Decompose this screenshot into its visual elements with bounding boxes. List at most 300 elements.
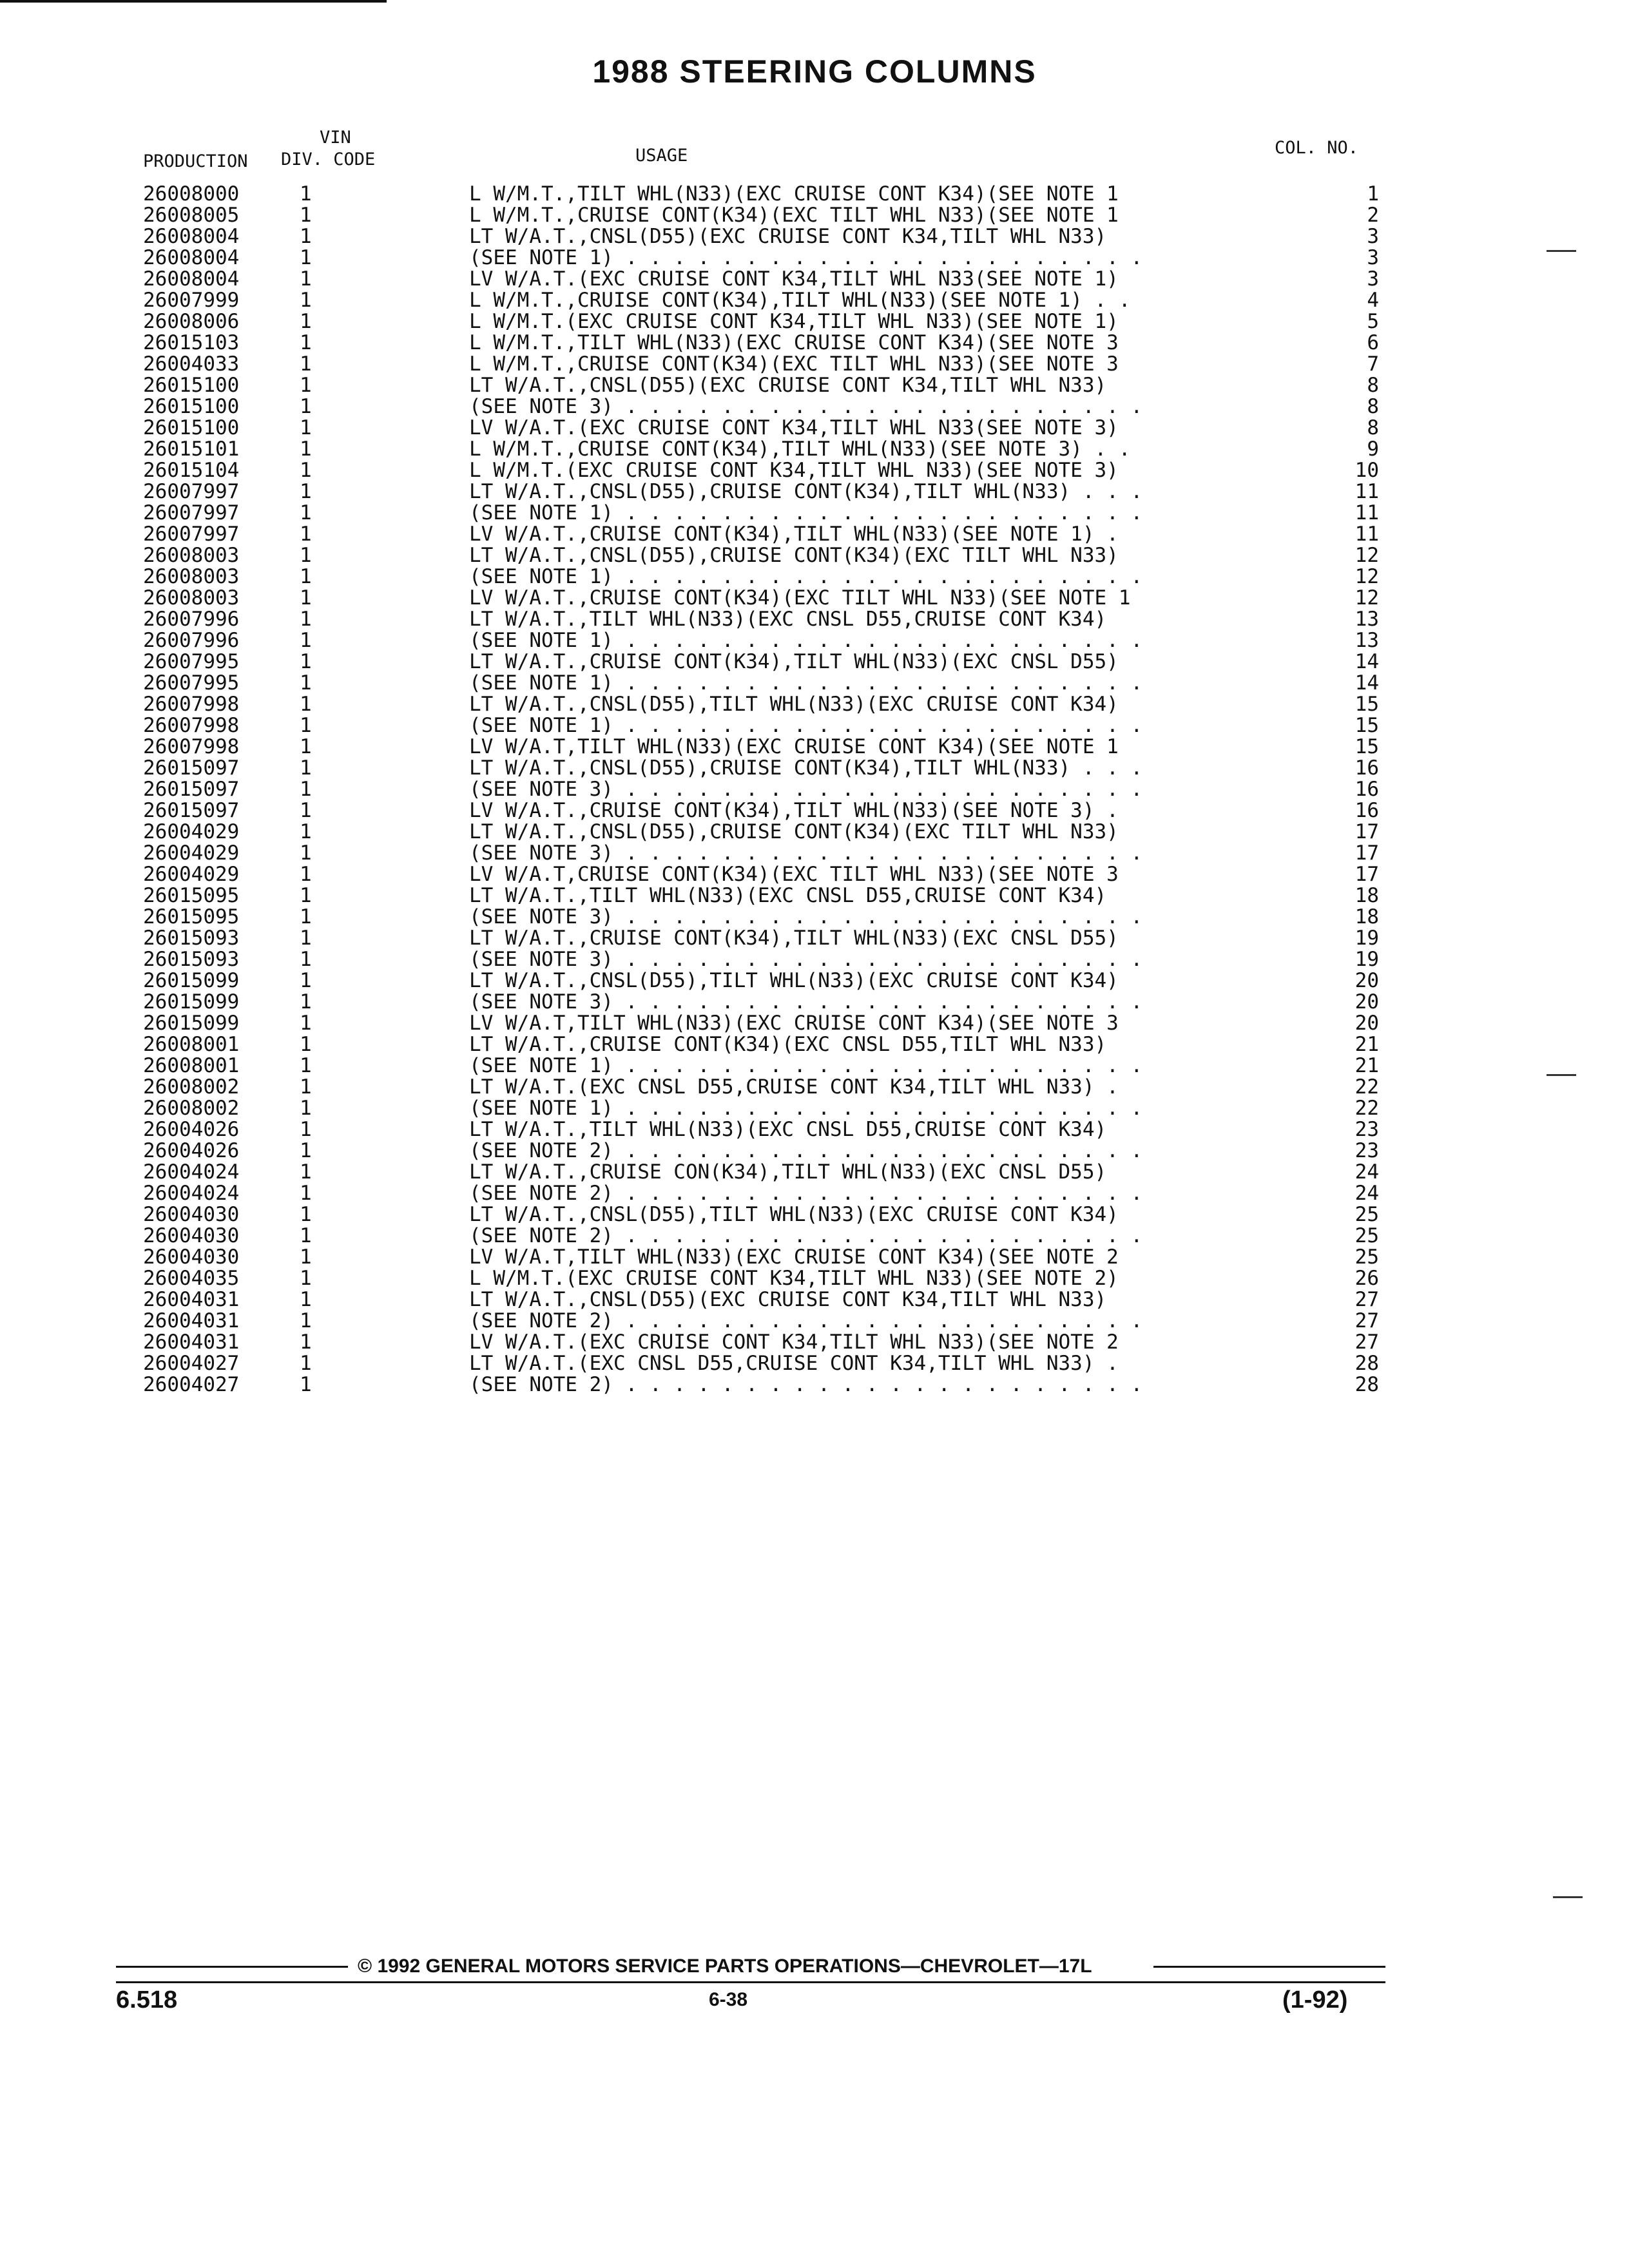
- vin-cell: 1: [300, 608, 312, 631]
- col-no-cell: 16: [1354, 799, 1379, 822]
- usage-cell: (SEE NOTE 2) . . . . . . . . . . . . . . . . . . . . . .: [469, 1139, 1143, 1162]
- col-no-cell: 9: [1367, 437, 1379, 461]
- usage-cell: LV W/A.T,TILT WHL(N33)(EXC CRUISE CONT K34)(SEE NOTE 2: [469, 1245, 1119, 1269]
- usage-cell: (SEE NOTE 1) . . . . . . . . . . . . . . . . . . . . . .: [469, 714, 1143, 737]
- vin-cell: 1: [300, 1267, 312, 1290]
- col-no-cell: 27: [1354, 1309, 1379, 1332]
- vin-cell: 1: [300, 905, 312, 928]
- col-no-cell: 16: [1354, 756, 1379, 780]
- usage-cell: LV W/A.T.,CRUISE CONT(K34),TILT WHL(N33)(SEE NOTE 1) .: [469, 523, 1119, 546]
- usage-cell: (SEE NOTE 2) . . . . . . . . . . . . . . . . . . . . . .: [469, 1182, 1143, 1205]
- table-row: [0, 269, 1629, 290]
- usage-cell: (SEE NOTE 1) . . . . . . . . . . . . . . . . . . . . . .: [469, 1054, 1143, 1077]
- vin-cell: 1: [300, 374, 312, 397]
- vin-cell: 1: [300, 756, 312, 780]
- usage-cell: L W/M.T.,CRUISE CONT(K34),TILT WHL(N33)(SEE NOTE 1) . .: [469, 289, 1131, 312]
- production-cell: 26008002: [143, 1075, 240, 1099]
- col-no-cell: 10: [1354, 459, 1379, 482]
- table-row: [0, 332, 1629, 354]
- production-cell: 26007996: [143, 629, 240, 652]
- vin-cell: 1: [300, 1182, 312, 1205]
- footer-page-code: 6.518: [116, 1986, 178, 2013]
- usage-cell: LT W/A.T.,CNSL(D55)(EXC CRUISE CONT K34,TILT WHL N33): [469, 1288, 1107, 1311]
- footer-page-number: 6-38: [709, 1989, 748, 2010]
- usage-cell: LT W/A.T.,CNSL(D55),TILT WHL(N33)(EXC CRUISE CONT K34): [469, 1203, 1119, 1226]
- usage-cell: (SEE NOTE 2) . . . . . . . . . . . . . . . . . . . . . .: [469, 1224, 1143, 1247]
- production-cell: 26004029: [143, 820, 240, 843]
- vin-cell: 1: [300, 629, 312, 652]
- usage-cell: (SEE NOTE 3) . . . . . . . . . . . . . . . . . . . . . .: [469, 905, 1143, 928]
- col-no-cell: 3: [1367, 246, 1379, 269]
- production-cell: 26004031: [143, 1309, 240, 1332]
- table-row: [0, 1098, 1629, 1119]
- table-row: [0, 1225, 1629, 1247]
- vin-cell: 1: [300, 523, 312, 546]
- production-cell: 26004033: [143, 352, 240, 376]
- production-cell: 26004030: [143, 1245, 240, 1269]
- usage-cell: (SEE NOTE 1) . . . . . . . . . . . . . . . . . . . . . .: [469, 565, 1143, 588]
- production-cell: 26007997: [143, 523, 240, 546]
- table-row: [0, 588, 1629, 609]
- header-div-code: DIV. CODE: [281, 149, 376, 169]
- page-title: 1988 STEERING COLUMNS: [592, 53, 1037, 90]
- production-cell: 26015099: [143, 969, 240, 992]
- vin-cell: 1: [300, 1331, 312, 1354]
- col-no-cell: 12: [1354, 544, 1379, 567]
- margin-mark: [1547, 1074, 1576, 1076]
- table-row: [0, 1204, 1629, 1225]
- col-no-cell: 23: [1354, 1118, 1379, 1141]
- table-row: [0, 184, 1629, 205]
- vin-cell: 1: [300, 969, 312, 992]
- table-row: [0, 247, 1629, 269]
- usage-cell: LT W/A.T.,CNSL(D55)(EXC CRUISE CONT K34,TILT WHL N33): [469, 225, 1107, 248]
- vin-cell: 1: [300, 820, 312, 843]
- production-cell: 26015100: [143, 395, 240, 418]
- production-cell: 26015097: [143, 778, 240, 801]
- header-col-no: COL. NO.: [1275, 138, 1359, 158]
- table-row: [0, 609, 1629, 630]
- production-cell: 26015101: [143, 437, 240, 461]
- vin-cell: 1: [300, 544, 312, 567]
- col-no-cell: 15: [1354, 714, 1379, 737]
- table-row: [0, 566, 1629, 588]
- top-rule: [0, 0, 387, 3]
- table-row: [0, 928, 1629, 949]
- col-no-cell: 14: [1354, 671, 1379, 695]
- table-row: [0, 439, 1629, 460]
- usage-cell: LT W/A.T.,TILT WHL(N33)(EXC CNSL D55,CRUISE CONT K34): [469, 884, 1107, 907]
- table-row: [0, 651, 1629, 673]
- table-row: [0, 375, 1629, 396]
- production-cell: 26004026: [143, 1139, 240, 1162]
- vin-cell: 1: [300, 1203, 312, 1226]
- production-cell: 26008000: [143, 182, 240, 206]
- usage-cell: LT W/A.T.,CNSL(D55),CRUISE CONT(K34),TILT WHL(N33) . . .: [469, 756, 1143, 780]
- usage-cell: (SEE NOTE 1) . . . . . . . . . . . . . . . . . . . . . .: [469, 1097, 1143, 1120]
- production-cell: 26004024: [143, 1182, 240, 1205]
- usage-cell: L W/M.T.,CRUISE CONT(K34)(EXC TILT WHL N33)(SEE NOTE 1: [469, 204, 1119, 227]
- col-no-cell: 27: [1354, 1288, 1379, 1311]
- production-cell: 26015097: [143, 756, 240, 780]
- vin-cell: 1: [300, 352, 312, 376]
- vin-cell: 1: [300, 1033, 312, 1056]
- vin-cell: 1: [300, 714, 312, 737]
- usage-cell: (SEE NOTE 1) . . . . . . . . . . . . . . . . . . . . . .: [469, 671, 1143, 695]
- col-no-cell: 15: [1354, 693, 1379, 716]
- production-cell: 26015100: [143, 374, 240, 397]
- col-no-cell: 21: [1354, 1054, 1379, 1077]
- vin-cell: 1: [300, 204, 312, 227]
- usage-cell: LV W/A.T,CRUISE CONT(K34)(EXC TILT WHL N33)(SEE NOTE 3: [469, 863, 1119, 886]
- vin-cell: 1: [300, 459, 312, 482]
- table-row: [0, 1374, 1629, 1396]
- vin-cell: 1: [300, 565, 312, 588]
- vin-cell: 1: [300, 948, 312, 971]
- col-no-cell: 19: [1354, 927, 1379, 950]
- usage-cell: LV W/A.T.(EXC CRUISE CONT K34,TILT WHL N33(SEE NOTE 3): [469, 416, 1119, 439]
- table-row: [0, 1183, 1629, 1204]
- table-row: [0, 1247, 1629, 1268]
- usage-cell: LT W/A.T.,CNSL(D55),CRUISE CONT(K34)(EXC TILT WHL N33): [469, 544, 1119, 567]
- vin-cell: 1: [300, 1352, 312, 1375]
- usage-cell: L W/M.T.(EXC CRUISE CONT K34,TILT WHL N33)(SEE NOTE 1): [469, 310, 1119, 333]
- production-cell: 26015093: [143, 948, 240, 971]
- table-row: [0, 800, 1629, 822]
- col-no-cell: 8: [1367, 374, 1379, 397]
- table-row: [0, 992, 1629, 1013]
- production-cell: 26004030: [143, 1224, 240, 1247]
- col-no-cell: 13: [1354, 629, 1379, 652]
- vin-cell: 1: [300, 1373, 312, 1396]
- vin-cell: 1: [300, 586, 312, 610]
- table-row: [0, 822, 1629, 843]
- col-no-cell: 12: [1354, 565, 1379, 588]
- production-cell: 26007998: [143, 693, 240, 716]
- col-no-cell: 11: [1354, 501, 1379, 524]
- col-no-cell: 17: [1354, 820, 1379, 843]
- usage-cell: (SEE NOTE 3) . . . . . . . . . . . . . . . . . . . . . .: [469, 395, 1143, 418]
- table-row: [0, 779, 1629, 800]
- usage-cell: LT W/A.T.,TILT WHL(N33)(EXC CNSL D55,CRUISE CONT K34): [469, 1118, 1107, 1141]
- usage-cell: LT W/A.T.,CRUISE CON(K34),TILT WHL(N33)(EXC CNSL D55): [469, 1160, 1107, 1184]
- vin-cell: 1: [300, 778, 312, 801]
- usage-cell: (SEE NOTE 3) . . . . . . . . . . . . . . . . . . . . . .: [469, 948, 1143, 971]
- col-no-cell: 23: [1354, 1139, 1379, 1162]
- col-no-cell: 6: [1367, 331, 1379, 354]
- table-row: [0, 311, 1629, 332]
- col-no-cell: 28: [1354, 1352, 1379, 1375]
- table-row: [0, 1311, 1629, 1332]
- vin-cell: 1: [300, 1245, 312, 1269]
- table-row: [0, 694, 1629, 715]
- vin-cell: 1: [300, 1160, 312, 1184]
- vin-cell: 1: [300, 1139, 312, 1162]
- col-no-cell: 21: [1354, 1033, 1379, 1056]
- col-no-cell: 17: [1354, 841, 1379, 865]
- usage-cell: LT W/A.T.,CRUISE CONT(K34),TILT WHL(N33)(EXC CNSL D55): [469, 650, 1119, 673]
- col-no-cell: 1: [1367, 182, 1379, 206]
- table-row: [0, 907, 1629, 928]
- production-cell: 26008001: [143, 1033, 240, 1056]
- vin-cell: 1: [300, 225, 312, 248]
- production-cell: 26007997: [143, 501, 240, 524]
- production-cell: 26015097: [143, 799, 240, 822]
- col-no-cell: 14: [1354, 650, 1379, 673]
- vin-cell: 1: [300, 841, 312, 865]
- table-row: [0, 1332, 1629, 1353]
- production-cell: 26008004: [143, 267, 240, 291]
- production-cell: 26008006: [143, 310, 240, 333]
- usage-cell: LT W/A.T.,CNSL(D55)(EXC CRUISE CONT K34,TILT WHL N33): [469, 374, 1107, 397]
- vin-cell: 1: [300, 437, 312, 461]
- usage-cell: LT W/A.T.,CRUISE CONT(K34)(EXC CNSL D55,TILT WHL N33): [469, 1033, 1107, 1056]
- usage-cell: LV W/A.T.,CRUISE CONT(K34),TILT WHL(N33)(SEE NOTE 3) .: [469, 799, 1119, 822]
- vin-cell: 1: [300, 501, 312, 524]
- table-row: [0, 736, 1629, 758]
- vin-cell: 1: [300, 246, 312, 269]
- table-row: [0, 354, 1629, 375]
- vin-cell: 1: [300, 331, 312, 354]
- col-no-cell: 22: [1354, 1097, 1379, 1120]
- production-cell: 26008004: [143, 225, 240, 248]
- production-cell: 26004027: [143, 1373, 240, 1396]
- col-no-cell: 8: [1367, 416, 1379, 439]
- production-cell: 26008005: [143, 204, 240, 227]
- table-row: [0, 1034, 1629, 1055]
- footer-date-code: (1-92): [1282, 1986, 1348, 2013]
- production-cell: 26015099: [143, 1012, 240, 1035]
- col-no-cell: 25: [1354, 1224, 1379, 1247]
- production-cell: 26007995: [143, 650, 240, 673]
- vin-cell: 1: [300, 182, 312, 206]
- usage-cell: (SEE NOTE 3) . . . . . . . . . . . . . . . . . . . . . .: [469, 990, 1143, 1014]
- vin-cell: 1: [300, 650, 312, 673]
- usage-cell: LT W/A.T.,CNSL(D55),CRUISE CONT(K34)(EXC TILT WHL N33): [469, 820, 1119, 843]
- vin-cell: 1: [300, 267, 312, 291]
- usage-cell: LV W/A.T,TILT WHL(N33)(EXC CRUISE CONT K34)(SEE NOTE 3: [469, 1012, 1119, 1035]
- usage-cell: L W/M.T.,TILT WHL(N33)(EXC CRUISE CONT K34)(SEE NOTE 1: [469, 182, 1119, 206]
- production-cell: 26004024: [143, 1160, 240, 1184]
- table-row: [0, 1013, 1629, 1034]
- footer-copyright: © 1992 GENERAL MOTORS SERVICE PARTS OPERATIONS—CHEVROLET—17L: [358, 1956, 1092, 1977]
- production-cell: 26004029: [143, 863, 240, 886]
- footer-rule-left: [116, 1966, 348, 1968]
- table-row: [0, 524, 1629, 545]
- table-row: [0, 1289, 1629, 1311]
- table-row: [0, 949, 1629, 970]
- col-no-cell: 18: [1354, 884, 1379, 907]
- usage-cell: (SEE NOTE 1) . . . . . . . . . . . . . . . . . . . . . .: [469, 246, 1143, 269]
- table-row: [0, 970, 1629, 992]
- production-cell: 26007998: [143, 735, 240, 758]
- usage-cell: (SEE NOTE 2) . . . . . . . . . . . . . . . . . . . . . .: [469, 1309, 1143, 1332]
- page-footer: [0, 1956, 1629, 2046]
- col-no-cell: 18: [1354, 905, 1379, 928]
- table-row: [0, 226, 1629, 247]
- production-cell: 26007995: [143, 671, 240, 695]
- production-cell: 26004030: [143, 1203, 240, 1226]
- production-cell: 26008003: [143, 565, 240, 588]
- col-no-cell: 24: [1354, 1160, 1379, 1184]
- col-no-cell: 20: [1354, 969, 1379, 992]
- table-row: [0, 460, 1629, 481]
- table-row: [0, 885, 1629, 907]
- usage-cell: L W/M.T.,CRUISE CONT(K34),TILT WHL(N33)(SEE NOTE 3) . .: [469, 437, 1131, 461]
- col-no-cell: 11: [1354, 480, 1379, 503]
- production-cell: 26004035: [143, 1267, 240, 1290]
- production-cell: 26008002: [143, 1097, 240, 1120]
- vin-cell: 1: [300, 416, 312, 439]
- table-row: [0, 1140, 1629, 1162]
- table-row: [0, 545, 1629, 566]
- table-row: [0, 715, 1629, 736]
- col-no-cell: 12: [1354, 586, 1379, 610]
- col-no-cell: 28: [1354, 1373, 1379, 1396]
- col-no-cell: 20: [1354, 1012, 1379, 1035]
- col-no-cell: 26: [1354, 1267, 1379, 1290]
- col-no-cell: 20: [1354, 990, 1379, 1014]
- production-cell: 26015095: [143, 905, 240, 928]
- vin-cell: 1: [300, 1309, 312, 1332]
- production-cell: 26007999: [143, 289, 240, 312]
- usage-cell: LV W/A.T.(EXC CRUISE CONT K34,TILT WHL N33)(SEE NOTE 2: [469, 1331, 1119, 1354]
- col-no-cell: 25: [1354, 1203, 1379, 1226]
- col-no-cell: 27: [1354, 1331, 1379, 1354]
- vin-cell: 1: [300, 1118, 312, 1141]
- margin-mark: [1547, 250, 1576, 252]
- vin-cell: 1: [300, 735, 312, 758]
- production-cell: 26004031: [143, 1331, 240, 1354]
- vin-cell: 1: [300, 990, 312, 1014]
- vin-cell: 1: [300, 1054, 312, 1077]
- table-row: [0, 1119, 1629, 1140]
- table-row: [0, 396, 1629, 418]
- footer-rule-bottom: [116, 1981, 1385, 1983]
- production-cell: 26004031: [143, 1288, 240, 1311]
- vin-cell: 1: [300, 310, 312, 333]
- col-no-cell: 2: [1367, 204, 1379, 227]
- table-row: [0, 290, 1629, 311]
- usage-cell: LV W/A.T,TILT WHL(N33)(EXC CRUISE CONT K34)(SEE NOTE 1: [469, 735, 1119, 758]
- vin-cell: 1: [300, 395, 312, 418]
- table-row: [0, 1162, 1629, 1183]
- header-usage: USAGE: [635, 146, 688, 166]
- table-row: [0, 630, 1629, 651]
- production-cell: 26007996: [143, 608, 240, 631]
- col-no-cell: 4: [1367, 289, 1379, 312]
- vin-cell: 1: [300, 1097, 312, 1120]
- col-no-cell: 8: [1367, 395, 1379, 418]
- table-row: [0, 1077, 1629, 1098]
- usage-cell: L W/M.T.(EXC CRUISE CONT K34,TILT WHL N33)(SEE NOTE 3): [469, 459, 1119, 482]
- usage-cell: L W/M.T.(EXC CRUISE CONT K34,TILT WHL N33)(SEE NOTE 2): [469, 1267, 1119, 1290]
- table-row: [0, 1055, 1629, 1077]
- production-cell: 26015103: [143, 331, 240, 354]
- vin-cell: 1: [300, 884, 312, 907]
- margin-mark: [1553, 1896, 1583, 1898]
- production-cell: 26004027: [143, 1352, 240, 1375]
- usage-cell: LT W/A.T.,CNSL(D55),TILT WHL(N33)(EXC CRUISE CONT K34): [469, 969, 1119, 992]
- usage-cell: (SEE NOTE 1) . . . . . . . . . . . . . . . . . . . . . .: [469, 629, 1143, 652]
- production-cell: 26004029: [143, 841, 240, 865]
- production-cell: 26008001: [143, 1054, 240, 1077]
- table-row: [0, 418, 1629, 439]
- vin-cell: 1: [300, 1012, 312, 1035]
- table-row: [0, 481, 1629, 503]
- production-cell: 26015095: [143, 884, 240, 907]
- usage-cell: L W/M.T.,TILT WHL(N33)(EXC CRUISE CONT K34)(SEE NOTE 3: [469, 331, 1119, 354]
- usage-cell: LT W/A.T.,CNSL(D55),CRUISE CONT(K34),TILT WHL(N33) . . .: [469, 480, 1143, 503]
- table-row: [0, 843, 1629, 864]
- production-cell: 26008003: [143, 586, 240, 610]
- table-row: [0, 1353, 1629, 1374]
- vin-cell: 1: [300, 693, 312, 716]
- usage-cell: LV W/A.T.(EXC CRUISE CONT K34,TILT WHL N33(SEE NOTE 1): [469, 267, 1119, 291]
- col-no-cell: 5: [1367, 310, 1379, 333]
- col-no-cell: 3: [1367, 267, 1379, 291]
- table-row: [0, 673, 1629, 694]
- vin-cell: 1: [300, 927, 312, 950]
- usage-cell: (SEE NOTE 1) . . . . . . . . . . . . . . . . . . . . . .: [469, 501, 1143, 524]
- usage-cell: LV W/A.T.,CRUISE CONT(K34)(EXC TILT WHL N33)(SEE NOTE 1: [469, 586, 1131, 610]
- vin-cell: 1: [300, 799, 312, 822]
- col-no-cell: 24: [1354, 1182, 1379, 1205]
- vin-cell: 1: [300, 1075, 312, 1099]
- production-cell: 26008004: [143, 246, 240, 269]
- production-cell: 26015100: [143, 416, 240, 439]
- col-no-cell: 25: [1354, 1245, 1379, 1269]
- vin-cell: 1: [300, 1224, 312, 1247]
- vin-cell: 1: [300, 289, 312, 312]
- col-no-cell: 11: [1354, 523, 1379, 546]
- table-row: [0, 758, 1629, 779]
- usage-cell: LT W/A.T.(EXC CNSL D55,CRUISE CONT K34,TILT WHL N33) .: [469, 1352, 1119, 1375]
- vin-cell: 1: [300, 1288, 312, 1311]
- vin-cell: 1: [300, 863, 312, 886]
- header-production: PRODUCTION: [143, 151, 248, 171]
- col-no-cell: 16: [1354, 778, 1379, 801]
- usage-cell: LT W/A.T.,TILT WHL(N33)(EXC CNSL D55,CRUISE CONT K34): [469, 608, 1107, 631]
- production-cell: 26008003: [143, 544, 240, 567]
- col-no-cell: 19: [1354, 948, 1379, 971]
- col-no-cell: 17: [1354, 863, 1379, 886]
- usage-cell: L W/M.T.,CRUISE CONT(K34)(EXC TILT WHL N33)(SEE NOTE 3: [469, 352, 1119, 376]
- usage-cell: (SEE NOTE 2) . . . . . . . . . . . . . . . . . . . . . .: [469, 1373, 1143, 1396]
- table-row: [0, 205, 1629, 226]
- production-cell: 26004026: [143, 1118, 240, 1141]
- usage-cell: (SEE NOTE 3) . . . . . . . . . . . . . . . . . . . . . .: [469, 841, 1143, 865]
- vin-cell: 1: [300, 671, 312, 695]
- usage-cell: LT W/A.T.,CNSL(D55),TILT WHL(N33)(EXC CRUISE CONT K34): [469, 693, 1119, 716]
- usage-cell: LT W/A.T.(EXC CNSL D55,CRUISE CONT K34,TILT WHL N33) .: [469, 1075, 1119, 1099]
- usage-cell: LT W/A.T.,CRUISE CONT(K34),TILT WHL(N33)(EXC CNSL D55): [469, 927, 1119, 950]
- production-cell: 26015099: [143, 990, 240, 1014]
- table-row: [0, 503, 1629, 524]
- vin-cell: 1: [300, 480, 312, 503]
- production-cell: 26015104: [143, 459, 240, 482]
- col-no-cell: 3: [1367, 225, 1379, 248]
- col-no-cell: 22: [1354, 1075, 1379, 1099]
- table-row: [0, 1268, 1629, 1289]
- table-row: [0, 864, 1629, 885]
- steering-column-table: [0, 184, 1629, 1396]
- footer-rule-right: [1153, 1966, 1385, 1968]
- col-no-cell: 7: [1367, 352, 1379, 376]
- col-no-cell: 15: [1354, 735, 1379, 758]
- production-cell: 26007998: [143, 714, 240, 737]
- production-cell: 26015093: [143, 927, 240, 950]
